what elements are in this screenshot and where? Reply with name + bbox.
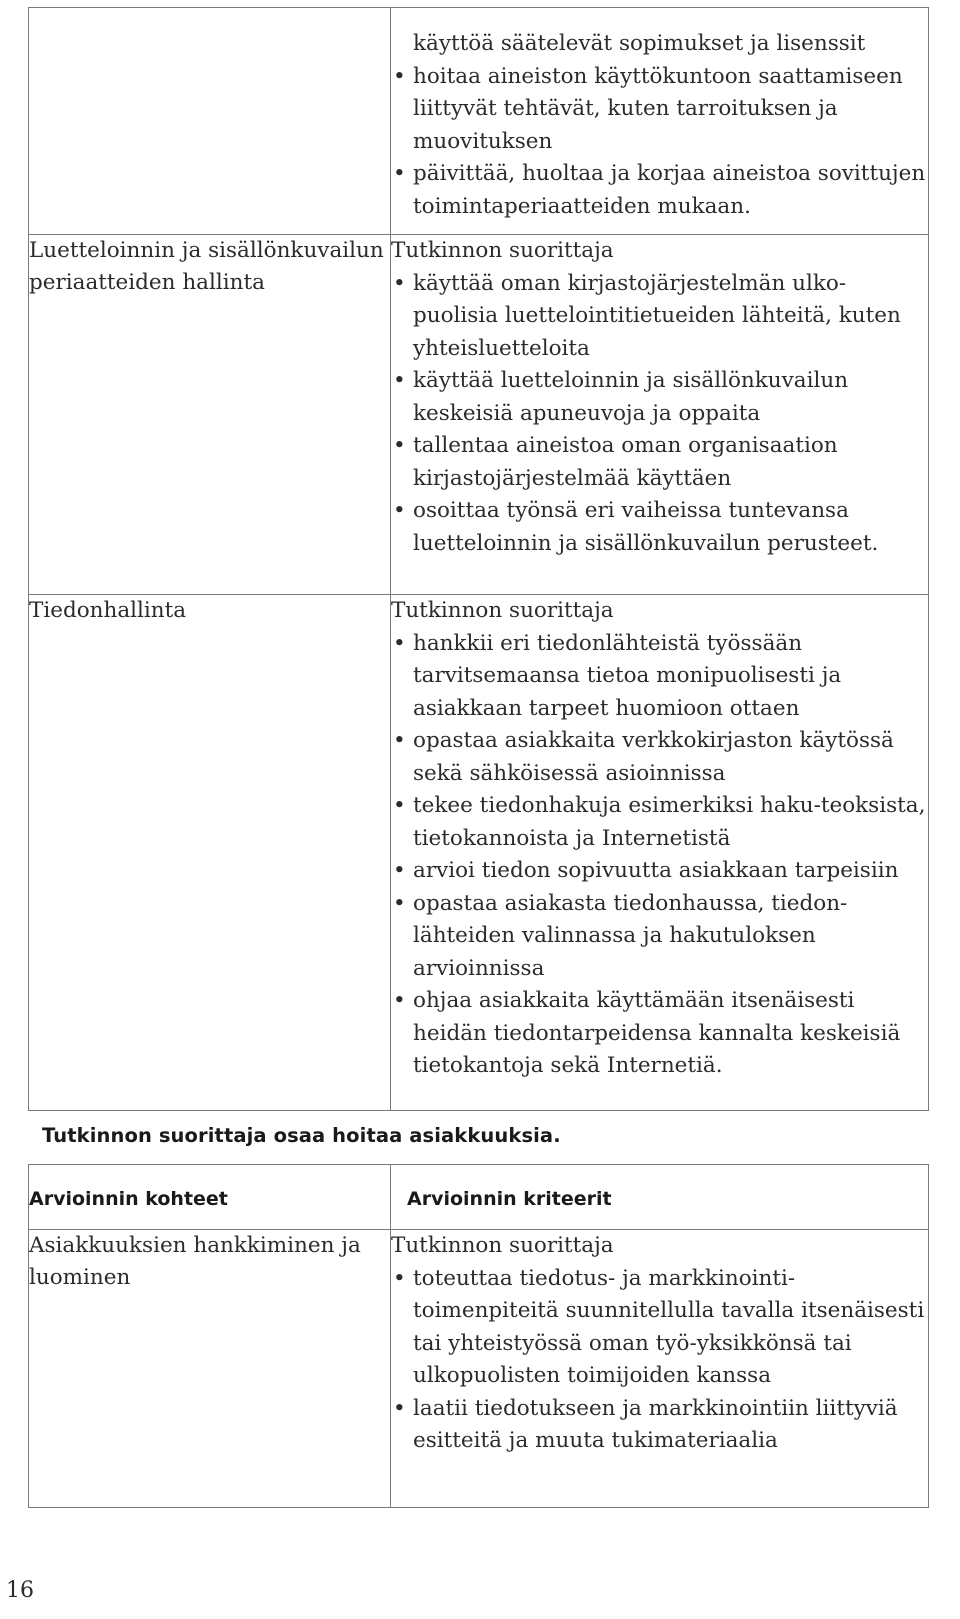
page-number: 16 [6, 1578, 34, 1603]
criteria-list [391, 628, 928, 1083]
criteria-list [391, 1263, 928, 1458]
criteria-table-bottom [28, 1164, 929, 1508]
list-item-continuation: käyttöä säätelevät sopimukset ja lisenssit [413, 31, 866, 56]
section-heading: Tutkinnon suorittaja osaa hoitaa asiakkuuksia. [42, 1124, 561, 1147]
list-item: • osoittaa työnsä eri vaiheissa tuntevansa luetteloinnin ja sisällönkuvailun perusteet. [391, 495, 928, 560]
criteria-list [391, 61, 928, 224]
list-item: • tekee tiedonhakuja esimerkiksi haku-teoksista, tietokannoista ja Internetistä [391, 790, 928, 855]
list-item: • hoitaa aineiston käyttökuntoon saattamiseen liittyvät tehtävät, kuten tarroituksen ja muovituksen [391, 61, 928, 159]
criteria-cell [391, 595, 929, 1111]
criteria-cell [391, 8, 929, 235]
list-item: • käyttää oman kirjastojärjestelmän ulko-puolisia luettelointitietueiden lähteitä, kuten yhteisluetteloita [391, 268, 928, 366]
target-cell: Luetteloinnin ja sisällönkuvailun periaatteiden hallinta [29, 235, 391, 595]
criteria-lead: Tutkinnon suorittaja [391, 1233, 614, 1258]
list-item: • ohjaa asiakkaita käyttämään itsenäisesti heidän tiedontarpeidensa kannalta keskeisiä tietokantoja sekä Internetiä. [391, 985, 928, 1083]
criteria-lead: Tutkinnon suorittaja [391, 598, 614, 623]
list-item: • tallentaa aineistoa oman organisaation kirjastojärjestelmää käyttäen [391, 430, 928, 495]
target-cell: Asiakkuuksien hankkiminen ja luominen [29, 1230, 391, 1508]
list-item: • laatii tiedotukseen ja markkinointiin liittyviä esitteitä ja muuta tukimateriaalia [391, 1393, 928, 1458]
criteria-list [391, 268, 928, 561]
list-item: • opastaa asiakkaita verkkokirjaston käytössä sekä sähköisessä asioinnissa [391, 725, 928, 790]
criteria-cell [391, 1230, 929, 1508]
list-item: • opastaa asiakasta tiedonhaussa, tiedon-lähteiden valinnassa ja hakutuloksen arvioinnissa [391, 888, 928, 986]
column-header-criteria: Arvioinnin kriteerit [391, 1165, 929, 1230]
table-row [29, 595, 929, 1111]
table-header-row [29, 1165, 929, 1230]
table-row [29, 235, 929, 595]
list-item: • päivittää, huoltaa ja korjaa aineistoa sovittujen toimintaperiaatteiden mukaan. [391, 158, 928, 223]
list-item: • toteuttaa tiedotus- ja markkinointi-toimenpiteitä suunnitellulla tavalla itsenäisesti tai yhteistyössä oman työ-yksikkönsä tai ulkopuolisten toimijoiden kanssa [391, 1263, 928, 1393]
target-cell: Tiedonhallinta [29, 595, 391, 1111]
criteria-cell [391, 235, 929, 595]
list-item: • arvioi tiedon sopivuutta asiakkaan tarpeisiin [391, 855, 928, 888]
column-header-targets: Arvioinnin kohteet [29, 1165, 391, 1230]
table-row [29, 8, 929, 235]
criteria-lead: Tutkinnon suorittaja [391, 238, 614, 263]
list-item: • käyttää luetteloinnin ja sisällönkuvailun keskeisiä apuneuvoja ja oppaita [391, 365, 928, 430]
target-cell [29, 8, 391, 235]
criteria-table-top [28, 7, 929, 1111]
list-item: • hankkii eri tiedonlähteistä työssään tarvitsemaansa tietoa monipuolisesti ja asiakkaan tarpeet huomioon ottaen [391, 628, 928, 726]
table-row [29, 1230, 929, 1508]
